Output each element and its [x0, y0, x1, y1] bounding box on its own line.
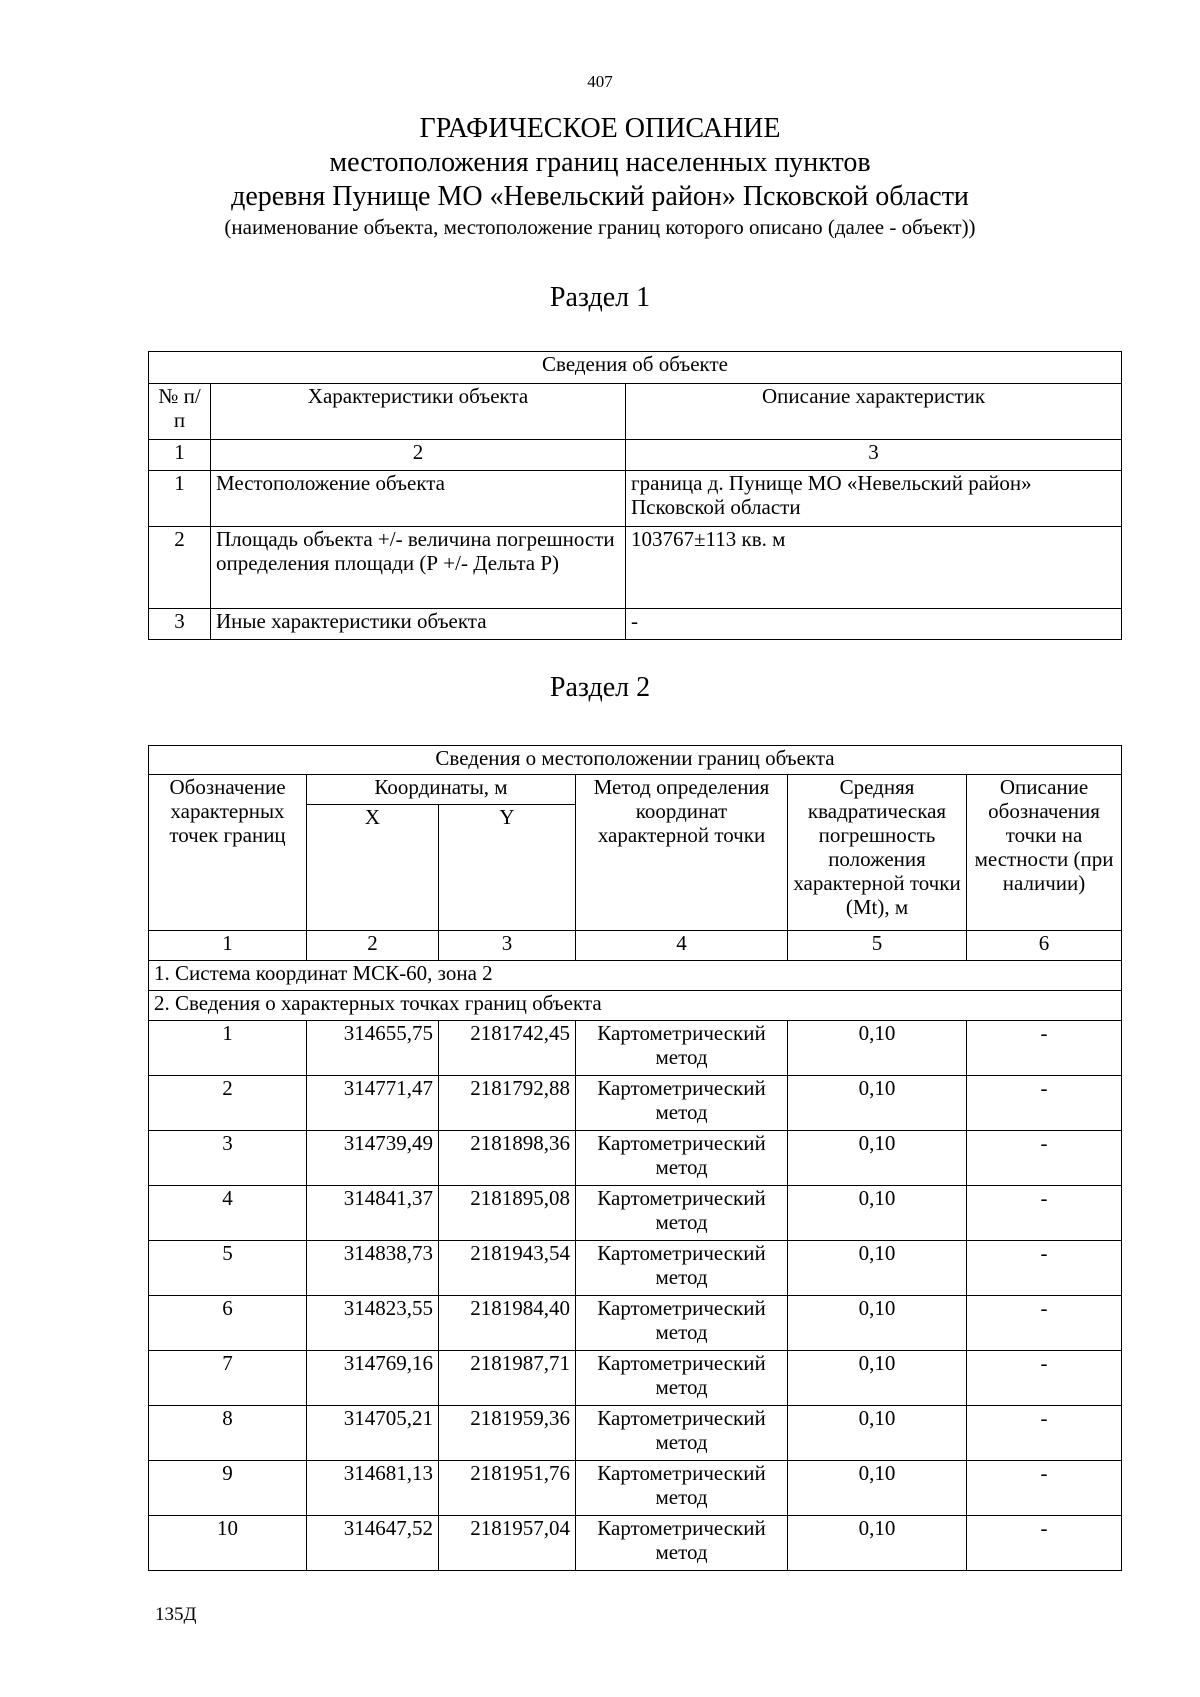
header-x: X	[307, 805, 439, 931]
footer-code: 135Д	[155, 1604, 197, 1625]
document-title	[0, 112, 1200, 240]
row-characteristic: Иные характеристики объекта	[211, 609, 626, 640]
coord-x: 314838,73	[307, 1241, 439, 1296]
method: Картометрический метод	[576, 1406, 788, 1461]
col-number: 3	[439, 931, 576, 961]
method: Картометрический метод	[576, 1461, 788, 1516]
object-info-table	[148, 351, 1122, 640]
table-row	[149, 1516, 1122, 1571]
error-value: 0,10	[788, 1516, 967, 1571]
method: Картометрический метод	[576, 1516, 788, 1571]
header-description: Описание характеристик	[626, 384, 1122, 440]
boundary-points-table	[148, 745, 1122, 1571]
coordinate-system: 1. Система координат МСК-60, зона 2	[149, 961, 1122, 991]
row-characteristic: Площадь объекта +/- величина погрешности определения площади (Р +/- Дельта Р)	[211, 527, 626, 609]
point-number: 2	[149, 1076, 307, 1131]
method: Картометрический метод	[576, 1351, 788, 1406]
table-header-row	[149, 775, 1122, 805]
points-subheader: 2. Сведения о характерных точках границ объекта	[149, 991, 1122, 1021]
coord-x: 314655,75	[307, 1021, 439, 1076]
row-value: -	[626, 609, 1122, 640]
point-number: 5	[149, 1241, 307, 1296]
title-line-3: деревня Пунище МО «Невельский район» Псковской области	[231, 181, 969, 212]
coord-y: 2181898,36	[439, 1131, 576, 1186]
row-value: 103767±113 кв. м	[626, 527, 1122, 609]
col-number: 1	[149, 931, 307, 961]
coord-x: 314771,47	[307, 1076, 439, 1131]
title-line-2: местоположения границ населенных пунктов	[329, 147, 871, 178]
header-number: № п/п	[149, 384, 211, 440]
header-coordinates: Координаты, м	[307, 775, 576, 805]
col-number: 5	[788, 931, 967, 961]
title-main: ГРАФИЧЕСКОЕ ОПИСАНИЕ	[419, 113, 781, 144]
error-value: 0,10	[788, 1296, 967, 1351]
point-description: -	[967, 1516, 1122, 1571]
table-row	[149, 1076, 1122, 1131]
error-value: 0,10	[788, 1351, 967, 1406]
error-value: 0,10	[788, 1131, 967, 1186]
header-description: Описание обозначения точки на местности (при наличии)	[967, 775, 1122, 931]
coord-y: 2181957,04	[439, 1516, 576, 1571]
row-characteristic: Местоположение объекта	[211, 471, 626, 527]
section-1-heading: Раздел 1	[549, 282, 651, 313]
error-value: 0,10	[788, 1021, 967, 1076]
table-row	[149, 1131, 1122, 1186]
coord-y: 2181951,76	[439, 1461, 576, 1516]
table-row	[149, 1021, 1122, 1076]
coord-y: 2181959,36	[439, 1406, 576, 1461]
row-number: 2	[149, 527, 211, 609]
table-title: Сведения об объекте	[149, 352, 1122, 384]
point-number: 9	[149, 1461, 307, 1516]
table-row	[149, 1241, 1122, 1296]
point-description: -	[967, 1131, 1122, 1186]
point-description: -	[967, 1241, 1122, 1296]
coord-y: 2181742,45	[439, 1021, 576, 1076]
col-number: 3	[626, 440, 1122, 471]
error-value: 0,10	[788, 1406, 967, 1461]
col-number: 4	[576, 931, 788, 961]
col-number: 6	[967, 931, 1122, 961]
coord-x: 314705,21	[307, 1406, 439, 1461]
error-value: 0,10	[788, 1461, 967, 1516]
point-number: 7	[149, 1351, 307, 1406]
coord-x: 314769,16	[307, 1351, 439, 1406]
col-number: 2	[211, 440, 626, 471]
method: Картометрический метод	[576, 1021, 788, 1076]
row-number: 1	[149, 471, 211, 527]
point-description: -	[967, 1296, 1122, 1351]
coord-y: 2181987,71	[439, 1351, 576, 1406]
header-point: Обозначение характерных точек границ	[149, 775, 307, 931]
column-number-row	[149, 440, 1122, 471]
subheader-row	[149, 961, 1122, 991]
coord-x: 314739,49	[307, 1131, 439, 1186]
table-row	[149, 609, 1122, 640]
title-note: (наименование объекта, местоположение границ которого описано (далее - объект))	[224, 215, 976, 239]
page-number: 407	[587, 72, 613, 91]
error-value: 0,10	[788, 1186, 967, 1241]
point-description: -	[967, 1186, 1122, 1241]
point-number: 3	[149, 1131, 307, 1186]
coord-x: 314647,52	[307, 1516, 439, 1571]
col-number: 1	[149, 440, 211, 471]
point-number: 1	[149, 1021, 307, 1076]
row-value: граница д. Пунище МО «Невельский район» Псковской области	[626, 471, 1122, 527]
table-title: Сведения о местоположении границ объекта	[149, 746, 1122, 775]
point-number: 8	[149, 1406, 307, 1461]
section-2-heading: Раздел 2	[549, 672, 651, 703]
table-title-row	[149, 746, 1122, 775]
point-number: 10	[149, 1516, 307, 1571]
method: Картометрический метод	[576, 1241, 788, 1296]
column-number-row	[149, 931, 1122, 961]
table-row	[149, 1351, 1122, 1406]
header-y: Y	[439, 805, 576, 931]
table-row	[149, 1296, 1122, 1351]
coord-x: 314841,37	[307, 1186, 439, 1241]
table-title-row	[149, 352, 1122, 384]
coord-y: 2181943,54	[439, 1241, 576, 1296]
error-value: 0,10	[788, 1076, 967, 1131]
table-row	[149, 1461, 1122, 1516]
coord-y: 2181984,40	[439, 1296, 576, 1351]
header-error: Средняя квадратическая погрешность положения характерной точки (Mt), м	[788, 775, 967, 931]
method: Картометрический метод	[576, 1131, 788, 1186]
error-value: 0,10	[788, 1241, 967, 1296]
point-description: -	[967, 1076, 1122, 1131]
table-header-row	[149, 384, 1122, 440]
coord-y: 2181895,08	[439, 1186, 576, 1241]
col-number: 2	[307, 931, 439, 961]
point-number: 6	[149, 1296, 307, 1351]
method: Картометрический метод	[576, 1076, 788, 1131]
method: Картометрический метод	[576, 1186, 788, 1241]
row-number: 3	[149, 609, 211, 640]
table-row	[149, 1406, 1122, 1461]
table-row	[149, 1186, 1122, 1241]
header-method: Метод определения координат характерной точки	[576, 775, 788, 931]
header-characteristics: Характеристики объекта	[211, 384, 626, 440]
coord-y: 2181792,88	[439, 1076, 576, 1131]
point-description: -	[967, 1406, 1122, 1461]
coord-x: 314823,55	[307, 1296, 439, 1351]
point-description: -	[967, 1461, 1122, 1516]
subheader-row	[149, 991, 1122, 1021]
point-number: 4	[149, 1186, 307, 1241]
coord-x: 314681,13	[307, 1461, 439, 1516]
method: Картометрический метод	[576, 1296, 788, 1351]
table-row	[149, 471, 1122, 527]
point-description: -	[967, 1021, 1122, 1076]
table-row	[149, 527, 1122, 609]
point-description: -	[967, 1351, 1122, 1406]
